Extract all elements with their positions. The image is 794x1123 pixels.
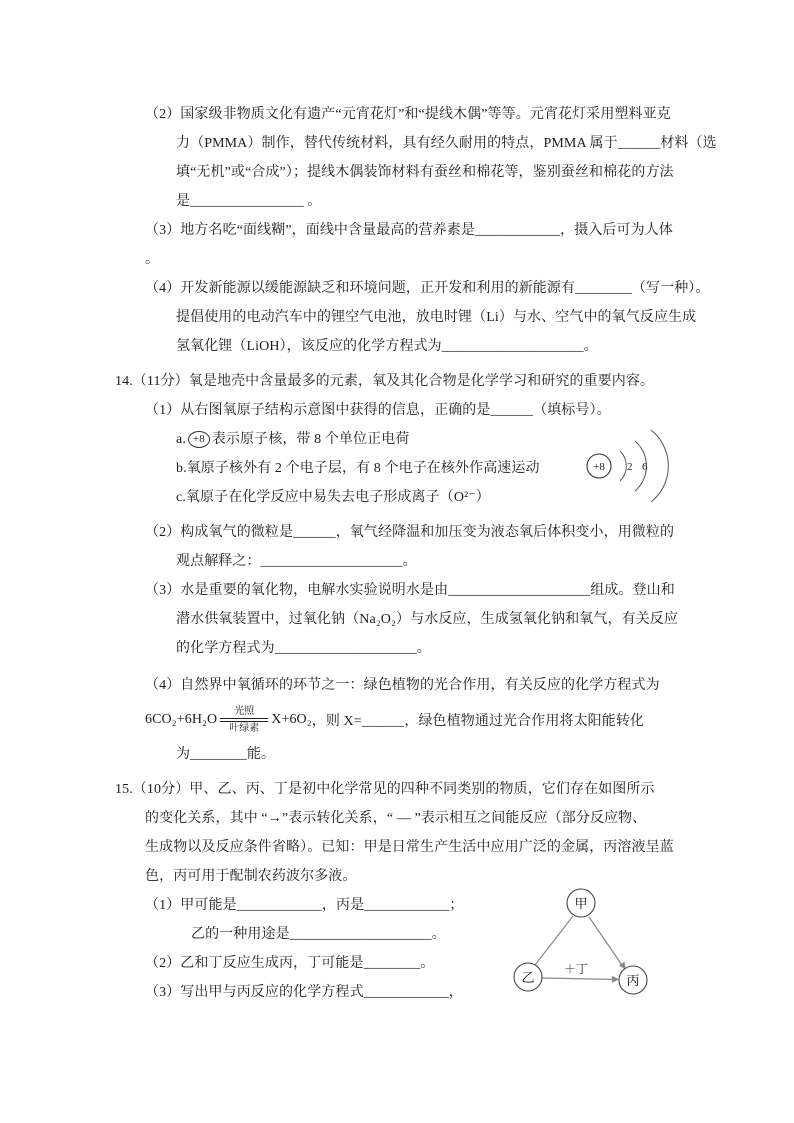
q15-heading-line: 生成物以及反应条件省略）。已知：甲是日常生产生活中应用广泛的金属，丙溶液呈蓝 [145,840,674,855]
node-jia-label: 甲 [574,896,588,911]
condition-light: 光照 [234,706,255,717]
q14-option-c: c.氧原子在化学反应中易失去电子形成离子（O²⁻） [176,490,490,505]
q13-part3-line: 。 [145,252,160,267]
q13-part2-line: 力（PMMA）制作，替代传统材料，具有经久耐用的特点，PMMA 属于______材料（选 [176,136,717,151]
q14-part3-line: （3）水是重要的氧化物，电解水实验说明水是由____________________组成。登山和 [145,583,675,598]
q15-part1-line: （1）甲可能是____________，丙是____________； [145,898,464,913]
edge-label-plus-ding: ＋丁 [563,962,589,976]
q14-part2-line: （2）构成氧气的微粒是______，氧气经降温和加压变为液态氧后体积变小，用微粒的 [145,525,675,540]
inner-shell-count: 2 [627,461,633,473]
q15-part1-line: 乙的一种用途是____________________。 [191,927,446,942]
oxygen-atom-structure-diagram [583,418,675,514]
nucleus-circle-symbol: +8 [188,431,210,448]
q15-heading-line: 色，丙可用于配制农药波尔多液。 [145,869,357,884]
arrowhead-yi-bing [612,976,619,983]
q15-part3-line: （3）写出甲与丙反应的化学方程式____________， [145,985,463,1000]
q14-heading: 14.（11分）氧是地壳中含量最多的元素，氧及其化合物是化学学习和研究的重要内容。 [115,374,655,389]
node-yi-label: 乙 [521,970,535,985]
outer-shell-count: 6 [642,461,648,473]
exam-content [115,100,717,1007]
electron-shell-arc-inner [620,451,626,481]
equation-left: 6CO₂+6H₂O [145,712,218,727]
q13-part4-line: 提倡使用的电动汽车中的锂空气电池，放电时锂（Li）与水、空气中的氧气反应生成 [176,310,697,325]
node-bing-label: 丙 [626,973,640,988]
q14-part4-line: 为________能。 [176,747,276,762]
q13-part3-line: （3）地方名吃“面线糊”，面线中含量最高的营养素是____________，摄入后可为人体 [145,223,673,238]
q13-part4-line: （4）开发新能源以缓能源缺乏和环境问题，正开发和利用的新能源有________（写一种）。 [145,281,710,296]
option-a-prefix: a. [176,432,186,447]
electron-shell-arc-extra [651,430,668,502]
edge-yi-bing-arrow [542,978,613,979]
q14-option-b: b.氧原子核外有 2 个电子层，有 8 个电子在核外作高速运动 [176,461,540,476]
q14-part4-line: （4）自然界中氧循环的环节之一：绿色植物的光合作用，有关反应的化学方程式为 [145,678,660,693]
edge-jia-bing-arrow [589,917,624,968]
q13-part2-line: 是________________ 。 [176,194,322,209]
equation-tail: ，则 X=______，绿色植物通过光合作用将太阳能转化 [311,714,645,729]
photosynthesis-equation [115,700,700,740]
q13-part4-line: 氢氧化锂（LiOH），该反应的化学方程式为____________________。 [176,339,598,354]
q14-part1-line: （1）从右图氧原子结构示意图中获得的信息，正确的是______（填标号）。 [145,403,611,418]
condition-chlorophyll: 叶绿素 [229,723,260,734]
q15-heading: 15.（10分）甲、乙、丙、丁是初中化学常见的四种不同类别的物质，它们存在如图所示 [115,782,655,797]
q15-heading-line: 的变化关系，其中 “→”表示转化关系，“ — ”表示相互之间能反应（部分反应物、 [145,811,647,826]
equation-right: X+6O₂ [271,712,312,727]
q15-part2-line: （2）乙和丁反应生成丙，丁可能是________。 [145,956,435,971]
substance-relationship-diagram [503,876,678,1011]
q14-part3-line: 的化学方程式为____________________。 [176,641,431,656]
q13-part2-line: （2）国家级非物质文化有遗产“元宵花灯”和“提线木偶”等等。元宵花灯采用塑料亚克 [145,107,671,122]
nucleus-charge-label: +8 [593,461,605,473]
edge-jia-yi [535,916,573,965]
q14-part3-line: 潜水供氧装置中，过氧化钠（Na₂O₂）与水反应，生成氢氧化钠和氧气，有关反应 [176,612,678,627]
reaction-condition-stack [220,706,268,734]
equation-double-line [220,718,268,722]
q13-part2-line: 填“无机”或“合成”）；提线木偶装饰材料有蚕丝和棉花等，鉴别蚕丝和棉花的方法 [176,165,674,180]
q14-part2-line: 观点解释之：____________________。 [176,554,417,569]
option-a-text: 表示原子核，带 8 个单位正电荷 [211,432,410,447]
